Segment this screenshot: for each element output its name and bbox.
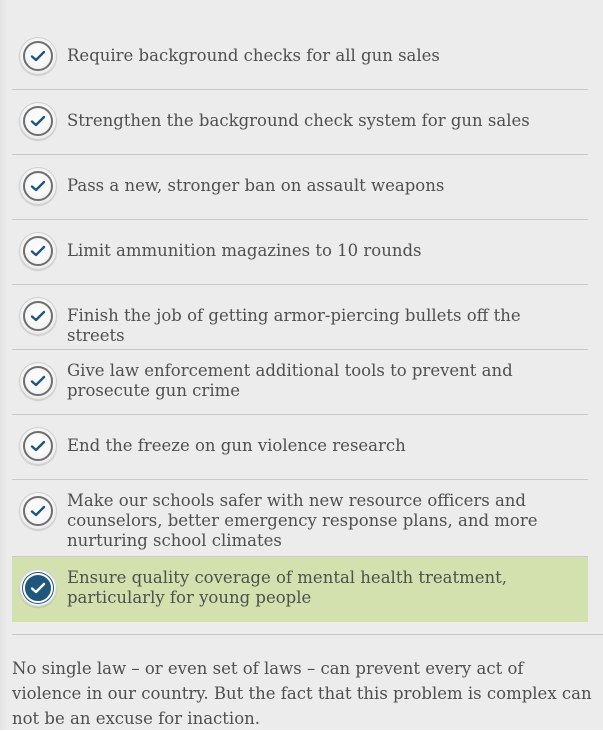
checklist-item-label: End the freeze on gun violence research	[67, 436, 406, 455]
check-button[interactable]	[19, 37, 57, 75]
checklist-item-label: Give law enforcement additional tools to prevent and prosecute gun crime	[67, 361, 513, 400]
checklist-item-research[interactable]	[12, 415, 588, 480]
check-button[interactable]	[19, 492, 57, 530]
check-button-selected[interactable]	[19, 569, 57, 607]
checklist-item-label: Finish the job of getting armor-piercing bullets off the streets	[67, 306, 521, 345]
checkmark-icon	[30, 581, 46, 595]
checkmark-icon	[30, 244, 46, 258]
checkmark-icon	[30, 49, 46, 63]
checklist-item-assault-weapons[interactable]	[12, 155, 588, 220]
checklist-item-label: Strengthen the background check system for gun sales	[67, 111, 530, 130]
checklist-item-label: Make our schools safer with new resource officers and counselors, better emergency response plans, and more nurturing school climates	[67, 491, 538, 550]
checkmark-icon	[30, 309, 46, 323]
check-button[interactable]	[19, 167, 57, 205]
checkmark-icon	[30, 439, 46, 453]
checklist-item-label: Ensure quality coverage of mental health treatment, particularly for young people	[67, 568, 507, 607]
check-button[interactable]	[19, 297, 57, 335]
check-button[interactable]	[19, 427, 57, 465]
footer-paragraph: No single law – or even set of laws – can prevent every act of violence in our country. But the fact that this problem is complex can not be an excuse for inaction.	[12, 659, 592, 728]
checklist-item-label: Limit ammunition magazines to 10 rounds	[67, 241, 422, 260]
checklist-item-label: Require background checks for all gun sales	[67, 46, 440, 65]
check-button[interactable]	[19, 232, 57, 270]
checkmark-icon	[30, 179, 46, 193]
checklist-item-schools[interactable]	[12, 480, 588, 557]
checklist-item-law-enforcement[interactable]	[12, 350, 588, 415]
checkmark-icon	[30, 504, 46, 518]
checkmark-icon	[30, 374, 46, 388]
check-button[interactable]	[19, 102, 57, 140]
checklist-item-strengthen-system[interactable]	[12, 90, 588, 155]
checklist-item-armor-piercing[interactable]	[12, 285, 588, 350]
checklist-item-label: Pass a new, stronger ban on assault weapons	[67, 176, 445, 195]
checklist-item-mental-health[interactable]	[12, 557, 588, 622]
checklist-item-background-checks[interactable]	[12, 25, 588, 90]
checklist	[12, 25, 588, 622]
checkmark-icon	[30, 114, 46, 128]
footer-divider	[12, 634, 603, 635]
check-button[interactable]	[19, 362, 57, 400]
checklist-item-magazines[interactable]	[12, 220, 588, 285]
